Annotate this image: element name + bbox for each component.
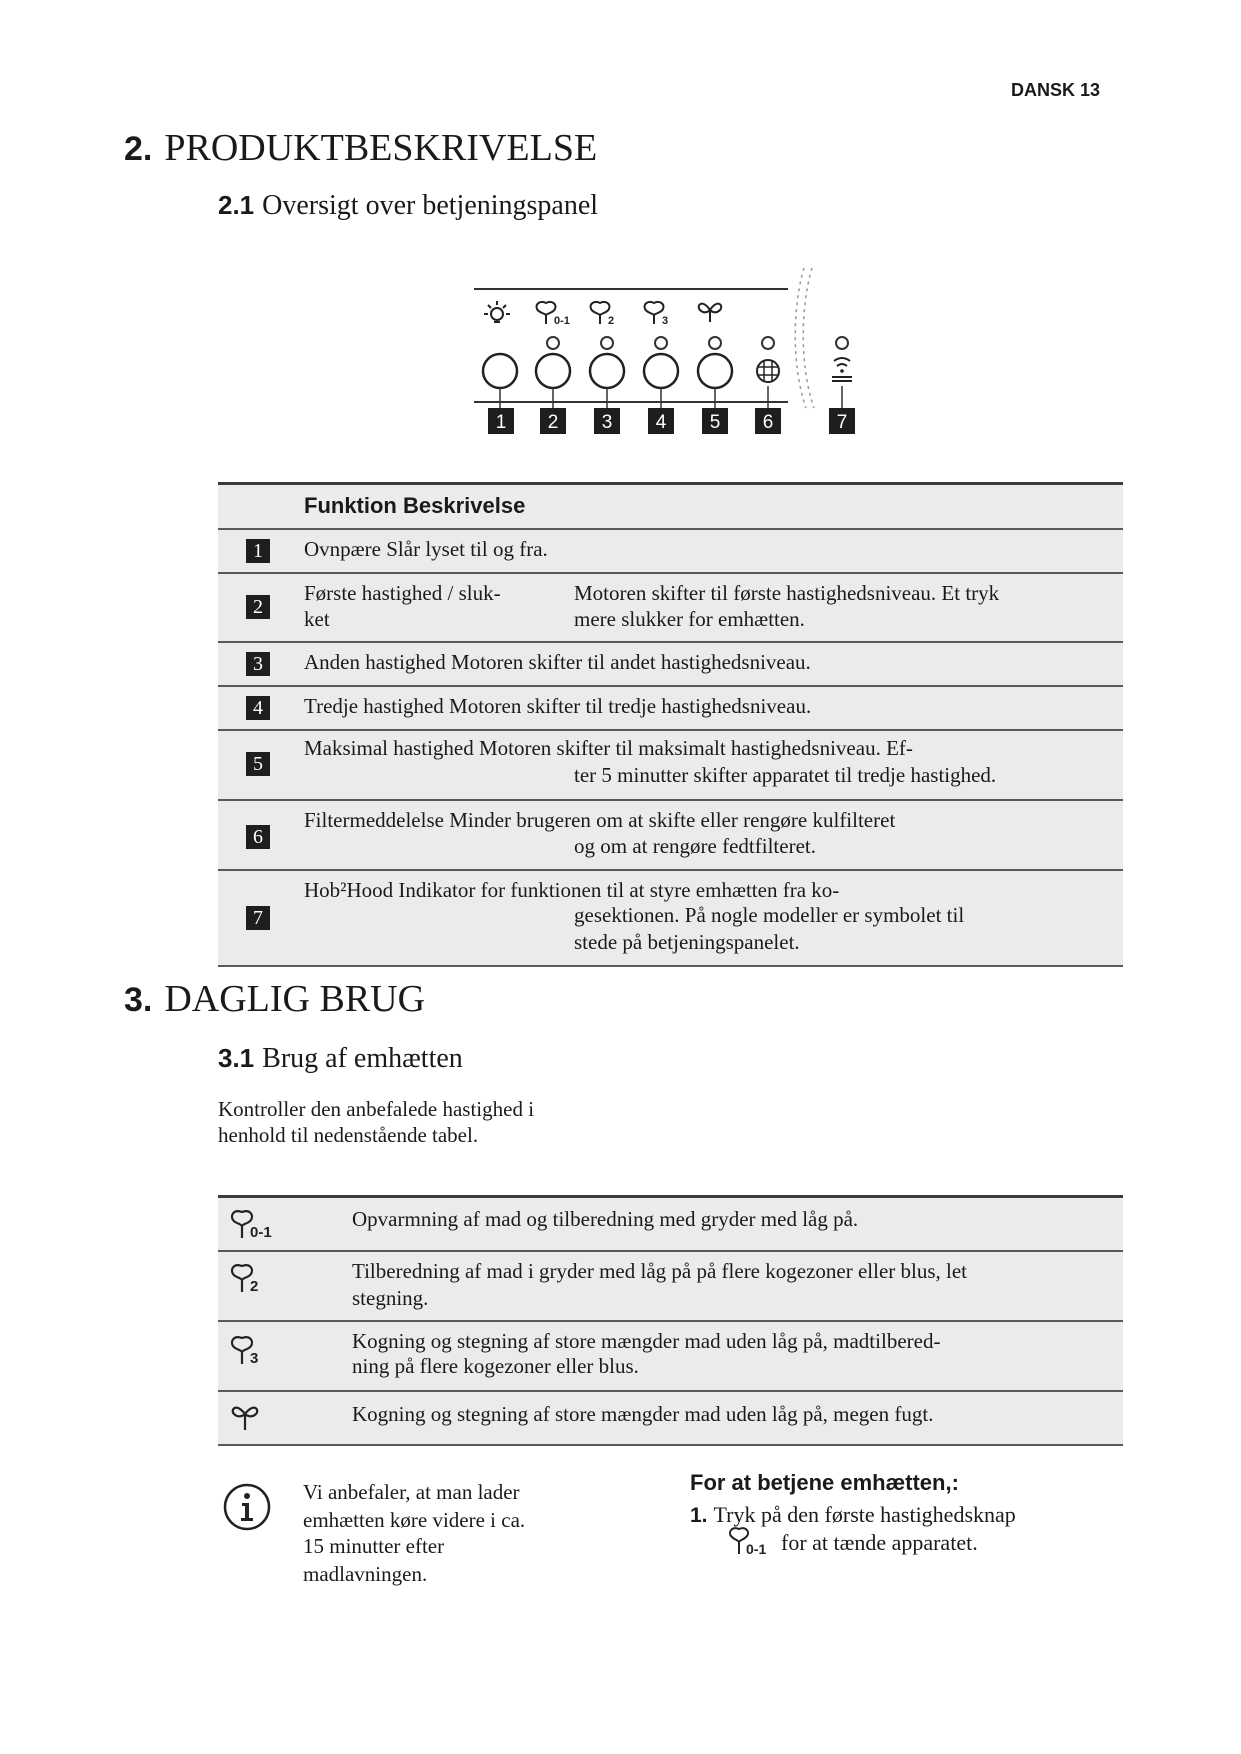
svg-text:1: 1	[495, 412, 507, 433]
function-table	[218, 482, 1123, 967]
speed-0-1-button[interactable]	[536, 354, 570, 388]
function-text: Maksimal hastighed Motoren skifter til maksimalt hastighedsniveau. Ef-	[304, 736, 913, 760]
svg-text:6: 6	[762, 412, 774, 433]
description-text-line2: ter 5 minutter skifter apparatet til tredje hastighed.	[574, 763, 997, 787]
description-text-line2: gesektionen. På nogle modeller er symbolet til	[574, 903, 965, 927]
callout-5	[702, 408, 728, 434]
filter-icon	[757, 360, 779, 382]
table-row	[218, 1252, 1123, 1322]
table-row	[218, 1322, 1123, 1392]
page-label: DANSK 13	[1010, 80, 1100, 100]
svg-text:4: 4	[655, 412, 667, 433]
function-table-header	[218, 482, 1123, 530]
table-row	[218, 1198, 1123, 1252]
row-number-badge: 4	[246, 696, 270, 720]
callout-4	[648, 408, 674, 434]
svg-text:3: 3	[250, 1350, 259, 1367]
fan-speed-0-1-icon	[727, 1524, 777, 1558]
svg-text:0-1: 0-1	[554, 315, 570, 327]
description-text-line2: og om at rengøre fedtfilteret.	[574, 834, 816, 858]
subsection-2-1-title: Oversigt over betjeningspanel	[262, 190, 599, 221]
svg-text:7: 7	[836, 412, 848, 433]
info-note-line-2: emhætten køre videre i ca.	[303, 1508, 526, 1532]
svg-text:2: 2	[250, 1278, 259, 1295]
function-text: Tredje hastighed Motoren skifter til tredje hastighedsniveau.	[304, 694, 812, 718]
callout-2	[540, 408, 566, 434]
operate-step-1-line-2	[727, 1524, 978, 1558]
svg-text:3: 3	[601, 412, 613, 433]
row-number-badge: 3	[246, 652, 270, 676]
fan-speed-2-icon	[591, 302, 615, 327]
fan-max-icon	[699, 304, 722, 322]
function-text: Anden hastighed Motoren skifter til andet hastighedsniveau.	[304, 650, 811, 674]
speed-text: Kogning og stegning af store mængder mad uden låg på, madtilbered-	[352, 1329, 941, 1353]
fan-speed-0-1-icon	[228, 1206, 288, 1242]
speed-text: Kogning og stegning af store mængder mad uden låg på, megen fugt.	[352, 1402, 934, 1426]
speed-text: Tilberedning af mad i gryder med låg på på flere kogezoner eller blus, let	[352, 1259, 968, 1283]
step-text-line-1: Tryk på den første hastighedsknap	[713, 1502, 1016, 1527]
subsection-3-1-heading	[218, 1043, 463, 1075]
section-2-number: 2.	[124, 130, 153, 168]
table-row	[218, 643, 1123, 687]
section-2-title: PRODUKTBESKRIVELSE	[164, 127, 598, 169]
row-number-badge: 2	[246, 595, 270, 619]
row-number-badge: 7	[246, 906, 270, 930]
speed-text-line2: stegning.	[352, 1286, 429, 1310]
svg-text:3: 3	[662, 315, 669, 327]
table-row	[218, 687, 1123, 731]
fan-speed-3-icon	[645, 302, 669, 327]
section-3-heading	[124, 977, 425, 1021]
function-text: Første hastighed / sluk-	[304, 581, 501, 605]
svg-text:0-1: 0-1	[250, 1224, 272, 1241]
svg-text:2: 2	[547, 412, 559, 433]
table-row	[218, 871, 1123, 967]
intro-line-1: Kontroller den anbefalede hastighed i	[218, 1097, 535, 1121]
svg-text:2: 2	[608, 315, 615, 327]
table-row	[218, 801, 1123, 871]
row-number-badge: 1	[246, 539, 270, 563]
subsection-3-1-title: Brug af emhætten	[262, 1043, 463, 1074]
info-icon	[222, 1482, 272, 1532]
speed-text-line2: ning på flere kogezoner eller blus.	[352, 1354, 639, 1378]
info-note-line-4: madlavningen.	[303, 1562, 428, 1586]
fan-speed-3-icon	[228, 1332, 288, 1368]
table-row	[218, 574, 1123, 643]
section-2-heading	[124, 126, 597, 170]
info-note-line-3: 15 minutter efter	[303, 1534, 445, 1558]
lamp-button[interactable]	[483, 354, 517, 388]
speed-2-button[interactable]	[590, 354, 624, 388]
table-row	[218, 731, 1123, 801]
info-note-line-1: Vi anbefaler, at man lader	[303, 1480, 520, 1504]
lamp-icon	[484, 301, 510, 322]
section-3-number: 3.	[124, 981, 153, 1019]
description-text-line3: stede på betjeningspanelet.	[574, 930, 800, 954]
function-text: Filtermeddelelse Minder brugeren om at skifte eller rengøre kulfilteret	[304, 808, 896, 832]
function-text-line2: ket	[304, 607, 330, 631]
svg-text:0-1: 0-1	[746, 1541, 767, 1557]
description-text-line2: mere slukker for emhætten.	[574, 607, 805, 631]
callout-7	[829, 408, 855, 434]
subsection-2-1-heading	[218, 190, 598, 222]
fan-speed-0-1-icon	[537, 302, 570, 327]
section-3-title: DAGLIG BRUG	[164, 978, 426, 1020]
speed-3-button[interactable]	[644, 354, 678, 388]
step-number: 1.	[690, 1504, 708, 1527]
function-table-header-text: Funktion Beskrivelse	[304, 493, 526, 518]
subsection-2-1-number: 2.1	[218, 190, 255, 220]
description-text: Motoren skifter til første hastighedsniveau. Et tryk	[574, 581, 1000, 605]
intro-line-2: henhold til nedenstående tabel.	[218, 1123, 479, 1147]
row-number-badge: 6	[246, 825, 270, 849]
callout-1	[488, 408, 514, 434]
function-text: Hob²Hood Indikator for funktionen til at styre emhætten fra ko-	[304, 878, 840, 902]
function-text: Ovnpære Slår lyset til og fra.	[304, 537, 548, 561]
hob2hood-icon	[832, 358, 852, 381]
fan-speed-2-icon	[228, 1260, 288, 1296]
step-text-line-2: for at tænde apparatet.	[781, 1530, 978, 1555]
speed-max-button[interactable]	[698, 354, 732, 388]
callout-3	[594, 408, 620, 434]
svg-text:5: 5	[709, 412, 721, 433]
callout-6	[755, 408, 781, 434]
table-row	[218, 1392, 1123, 1446]
subsection-3-1-number: 3.1	[218, 1043, 255, 1073]
speed-text: Opvarmning af mad og tilberedning med gryder med låg på.	[352, 1207, 859, 1231]
fan-max-icon	[228, 1400, 268, 1436]
table-row	[218, 530, 1123, 574]
control-panel-figure	[470, 268, 870, 448]
speed-table	[218, 1195, 1123, 1446]
operate-heading: For at betjene emhætten,:	[690, 1470, 959, 1495]
row-number-badge: 5	[246, 752, 270, 776]
